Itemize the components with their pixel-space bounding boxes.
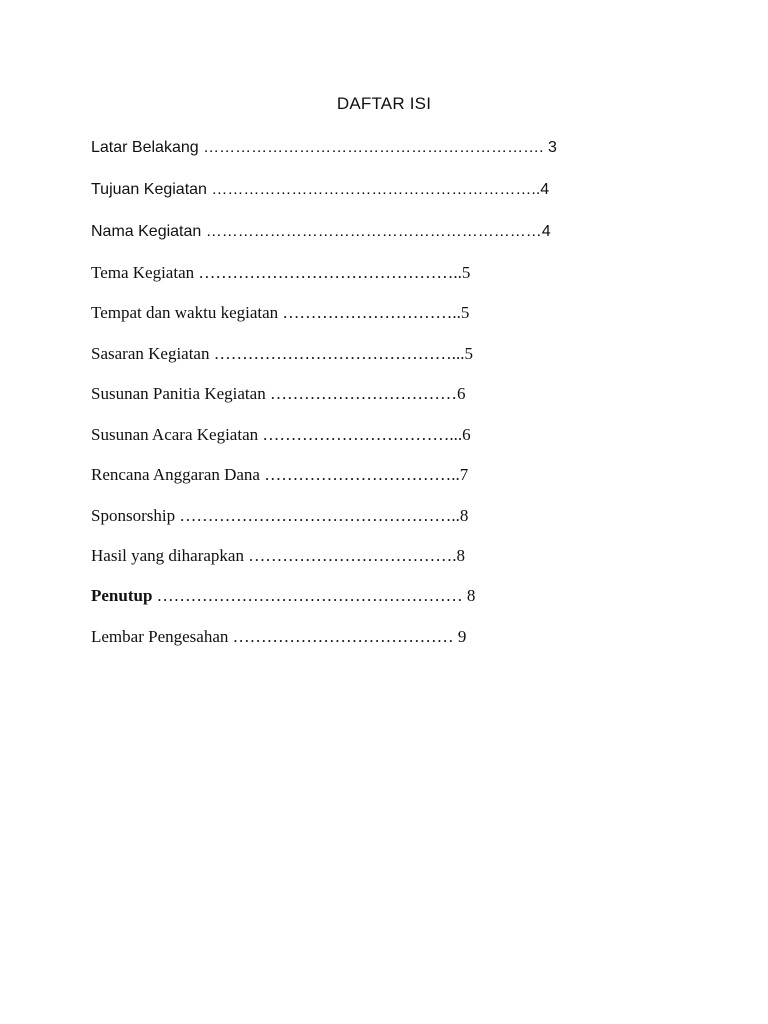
- toc-entry-page: 9: [453, 627, 467, 646]
- toc-entry-leader: ………………………………………………: [156, 586, 467, 605]
- toc-entry-label: Tema Kegiatan: [91, 263, 195, 282]
- toc-entry: [91, 303, 469, 323]
- toc-entry: [91, 506, 468, 526]
- toc-entry-label: Penutup: [91, 586, 153, 605]
- toc-entry: [91, 344, 473, 364]
- toc-entry-leader: ……………………………………...: [213, 344, 465, 363]
- toc-entry-page: 6: [462, 425, 471, 444]
- toc-entry-page: 8: [466, 586, 476, 605]
- toc-entry-page: 8: [459, 506, 469, 525]
- toc-entry-label: Sasaran Kegiatan: [91, 344, 210, 363]
- toc-entry: [91, 384, 465, 404]
- toc-entry-label: Lembar Pengesahan: [91, 627, 229, 646]
- toc-entry-leader: ……………………………..: [264, 465, 460, 484]
- toc-entry-label: Susunan Acara Kegiatan: [91, 425, 259, 444]
- toc-entry-leader: ……………………………...: [262, 425, 463, 444]
- toc-entry-leader: …………………………………………..: [179, 506, 460, 525]
- toc-entry: [91, 263, 470, 283]
- toc-entry: [91, 546, 465, 566]
- toc-entry: [91, 222, 551, 242]
- toc-entry: [91, 627, 466, 647]
- toc-entry: [91, 180, 549, 200]
- toc-entry-leader: …………………………………: [232, 627, 454, 646]
- toc-entry-page: 4: [541, 223, 551, 240]
- toc-entry-page: 6: [456, 384, 466, 403]
- toc-entry-page: 5: [460, 303, 470, 322]
- toc-entry-label: Rencana Anggaran Dana: [91, 465, 260, 484]
- toc-entry-label: Tujuan Kegiatan: [91, 181, 207, 198]
- toc-entry-leader: ……………………………………………………….: [203, 139, 544, 156]
- toc-entry-leader: ……………………………: [269, 384, 457, 403]
- toc-entry-label: Sponsorship: [91, 506, 176, 525]
- toc-entry-page: 5: [461, 263, 471, 282]
- toc-entry-leader: ………………………………………..: [198, 263, 462, 282]
- toc-entry-label: Susunan Panitia Kegiatan: [91, 384, 266, 403]
- toc-entry-page: 3: [543, 139, 557, 156]
- toc-entry-label: Nama Kegiatan: [91, 223, 202, 240]
- toc-entry-leader: ……………………………………………………..: [211, 181, 541, 198]
- toc-entry-leader: …………………………..: [282, 303, 461, 322]
- toc-entry-page: 4: [540, 181, 550, 198]
- toc-entry: [91, 465, 468, 485]
- toc-entry-label: Latar Belakang: [91, 139, 199, 156]
- toc-entry: [91, 586, 475, 606]
- toc-entry-leader: ……………………………….: [248, 546, 457, 565]
- toc-entry-label: Hasil yang diharapkan: [91, 546, 244, 565]
- toc-entry-leader: ………………………………………………………: [205, 223, 542, 240]
- toc-entry: [91, 425, 471, 445]
- toc-entry-page: 7: [459, 465, 469, 484]
- page-title: DAFTAR ISI: [336, 94, 432, 113]
- toc-entry: [91, 138, 557, 158]
- toc-entry-label: Tempat dan waktu kegiatan: [91, 303, 279, 322]
- toc-entry-page: 5: [464, 344, 473, 363]
- toc-entry-page: 8: [456, 546, 465, 565]
